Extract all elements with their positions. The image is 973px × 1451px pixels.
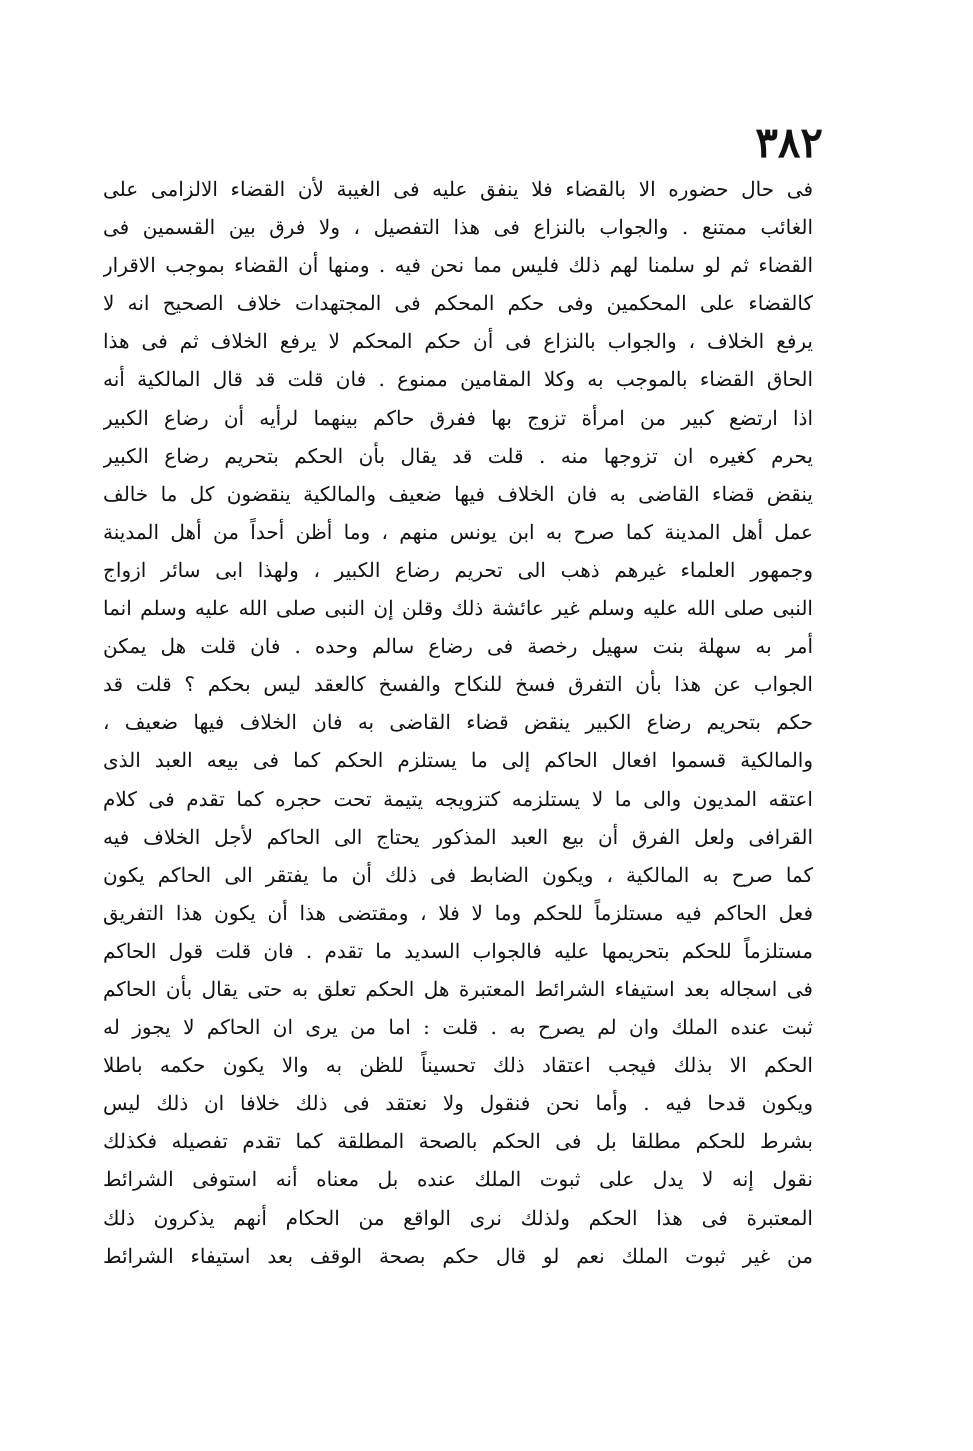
text-line: الحاق القضاء بالموجب به وكلا المقامين ممنوع . فان قلت قد قال المالكية أنه	[103, 367, 813, 392]
text-line: كالقضاء على المحكمين وفى حكم المحكم فى المجتهدات خلاف الصحيح انه لا	[103, 291, 813, 316]
text-line: النبى صلى الله عليه وسلم غير عائشة ذلك وقلن إن النبى صلى الله عليه وسلم انما	[103, 596, 813, 621]
text-line: وجمهور العلماء غيرهم ذهب الى تحريم رضاع الكبير ، ولهذا ابى سائر ازواج	[103, 557, 813, 582]
text-line: نقول إنه لا يدل على ثبوت الملك عنده بل معناه أنه استوفى الشرائط	[103, 1167, 813, 1192]
text-line: فى اسجاله بعد استيفاء الشرائط المعتبرة هل الحكم تعلق به حتى يقال بأن الحاكم	[103, 976, 813, 1001]
text-line: القرافى ولعل الفرق أن بيع العبد المذكور يحتاج الى الحاكم لأجل الخلاف فيه	[103, 824, 813, 849]
body-text	[103, 170, 813, 1275]
text-line: الغائب ممتنع . والجواب بالنزاع فى هذا التفصيل ، ولا فرق بين القسمين فى	[103, 215, 813, 240]
text-line: فى حال حضوره الا بالقضاء فلا ينفق عليه فى الغيبة لأن القضاء الالزامى على	[103, 177, 813, 201]
text-line: ويكون قدحا فيه . وأما نحن فنقول ولا نعتقد فى ذلك خلافا ان ذلك ليس	[103, 1091, 813, 1116]
text-line: كما صرح به المالكية ، ويكون الضابط فى ذلك أن ما يفتقر الى الحاكم يكون	[103, 862, 813, 887]
text-line: عمل أهل المدينة كما صرح به ابن يونس منهم ، وما أظن أحداً من أهل المدينة	[103, 519, 813, 544]
text-line: ثبت عنده الملك وان لم يصرح به . قلت : اما من يرى ان الحاكم لا يجوز له	[103, 1015, 813, 1040]
text-line: أمر به سهلة بنت سهيل رخصة فى رضاع سالم وحده . فان قلت هل يمكن	[103, 634, 813, 659]
text-line: اعتقه المديون والى ما لا يستلزمه كتزويجه يتيمة تحت حجره كما تقدم فى كلام	[103, 786, 813, 811]
text-line: من غير ثبوت الملك نعم لو قال حكم بصحة الوقف بعد استيفاء الشرائط	[103, 1243, 813, 1268]
text-line: مستلزماً للحكم بتحريمها عليه فالجواب السديد ما تقدم . فان قلت قول الحاكم	[103, 938, 813, 963]
text-line: يحرم كغيره ان تزوجها منه . قلت قد يقال بأن الحكم بتحريم رضاع الكبير	[103, 443, 813, 468]
text-line: حكم بتحريم رضاع الكبير ينقض قضاء القاضى به فان الخلاف فيها ضعيف ،	[103, 710, 813, 735]
text-line: اذا ارتضع كبير من امرأة تزوج بها ففرق حاكم بينهما لرأيه أن رضاع الكبير	[103, 405, 813, 430]
page-number: ٣٨٢	[755, 118, 823, 167]
text-line: الجواب عن هذا بأن التفرق فسخ للنكاح والفسخ كالعقد ليس بحكم ؟ قلت قد	[103, 672, 813, 697]
text-line: المعتبرة فى هذا الحكم ولذلك نرى الواقع من الحكام أنهم يذكرون ذلك	[103, 1205, 813, 1230]
text-line: يرفع الخلاف ، والجواب بالنزاع فى أن حكم المحكم لا يرفع الخلاف ثم فى هذا	[103, 329, 813, 354]
text-line: ينقض قضاء القاضى به فان الخلاف فيها ضعيف والمالكية ينقضون كل ما خالف	[103, 481, 813, 506]
text-line: فعل الحاكم فيه مستلزماً للحكم وما لا فلا ، ومقتضى هذا أن يكون هذا التفريق	[103, 900, 813, 925]
text-line: القضاء ثم لو سلمنا لهم ذلك فليس مما نحن فيه . ومنها أن القضاء بموجب الاقرار	[103, 253, 813, 278]
text-line: الحكم الا بذلك فيجب اعتقاد ذلك تحسيناً للظن به والا يكون حكمه باطلا	[103, 1053, 813, 1078]
text-line: والمالكية قسموا افعال الحاكم إلى ما يستلزم الحكم كما فى بيعه العبد الذى	[103, 748, 813, 773]
text-line: بشرط للحكم مطلقا بل فى الحكم بالصحة المطلقة كما تقدم تفصيله فكذلك	[103, 1129, 813, 1154]
